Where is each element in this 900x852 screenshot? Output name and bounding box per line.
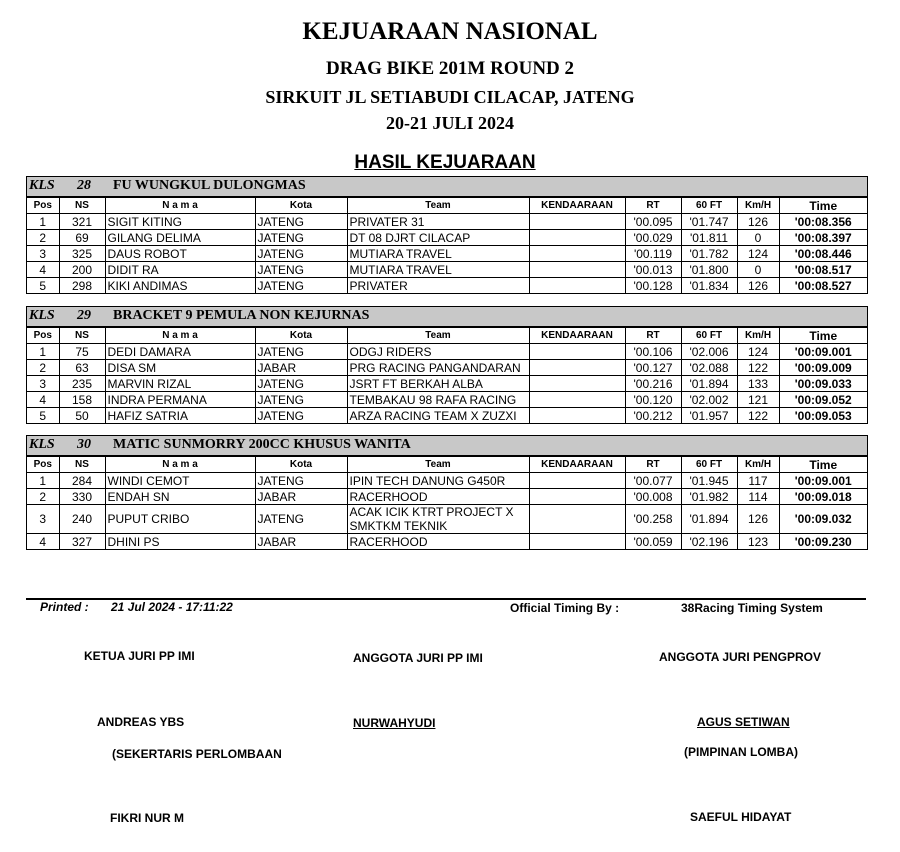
column-header-kendaraan: KENDAARAAN (529, 457, 625, 473)
cell-position: 4 (27, 262, 59, 278)
cell-rider-name: MARVIN RIZAL (105, 376, 255, 392)
cell-rider-name: WINDI CEMOT (105, 473, 255, 489)
cell-team: PRIVATER 31 (347, 214, 529, 230)
printed-label: Printed : (40, 600, 89, 614)
cell-vehicle (529, 473, 625, 489)
cell-reaction-time: '00.119 (625, 246, 681, 262)
table-row (27, 534, 867, 550)
cell-reaction-time: '00.059 (625, 534, 681, 550)
cell-city: JATENG (255, 376, 347, 392)
cell-number: 75 (59, 344, 105, 360)
table-row (27, 473, 867, 489)
column-header-kmh: Km/H (737, 198, 779, 214)
timing-label: Official Timing By : (510, 601, 620, 615)
cell-finish-time: '00:08.517 (779, 262, 867, 278)
cell-finish-time: '00:09.053 (779, 408, 867, 424)
column-header-60ft: 60 FT (681, 198, 737, 214)
cell-position: 1 (27, 214, 59, 230)
cell-rider-name: HAFIZ SATRIA (105, 408, 255, 424)
signature-role-anggota-juri-pengprov: ANGGOTA JURI PENGPROV (659, 650, 822, 664)
cell-number: 284 (59, 473, 105, 489)
class-table-30 (26, 435, 868, 550)
cell-number: 69 (59, 230, 105, 246)
class-header (27, 307, 867, 327)
cell-speed: 124 (737, 246, 779, 262)
cell-reaction-time: '00.095 (625, 214, 681, 230)
cell-speed: 0 (737, 262, 779, 278)
class-label: KLS (29, 437, 55, 452)
cell-vehicle (529, 278, 625, 294)
class-number: 29 (77, 308, 91, 323)
cell-finish-time: '00:08.446 (779, 246, 867, 262)
cell-position: 2 (27, 230, 59, 246)
class-name: FU WUNGKUL DULONGMAS (113, 178, 306, 193)
column-header-row (27, 328, 867, 344)
class-table-28 (26, 176, 868, 294)
cell-team: ARZA RACING TEAM X ZUZXI (347, 408, 529, 424)
column-header-rt: RT (625, 198, 681, 214)
column-header-ns: NS (59, 198, 105, 214)
cell-sixty-ft: '01.894 (681, 376, 737, 392)
class-number: 28 (77, 178, 91, 193)
cell-reaction-time: '00.216 (625, 376, 681, 392)
cell-rider-name: GILANG DELIMA (105, 230, 255, 246)
cell-reaction-time: '00.120 (625, 392, 681, 408)
cell-finish-time: '00:09.018 (779, 489, 867, 505)
cell-number: 325 (59, 246, 105, 262)
cell-vehicle (529, 489, 625, 505)
column-header-kendaraan: KENDAARAAN (529, 328, 625, 344)
cell-team: PRIVATER (347, 278, 529, 294)
column-header-team: Team (347, 198, 529, 214)
cell-speed: 114 (737, 489, 779, 505)
cell-team: MUTIARA TRAVEL (347, 262, 529, 278)
cell-speed: 121 (737, 392, 779, 408)
column-header-kota: Kota (255, 328, 347, 344)
cell-finish-time: '00:09.032 (779, 505, 867, 534)
cell-finish-time: '00:09.001 (779, 344, 867, 360)
cell-rider-name: KIKI ANDIMAS (105, 278, 255, 294)
cell-vehicle (529, 214, 625, 230)
cell-vehicle (529, 505, 625, 534)
cell-reaction-time: '00.258 (625, 505, 681, 534)
cell-finish-time: '00:08.527 (779, 278, 867, 294)
cell-rider-name: DAUS ROBOT (105, 246, 255, 262)
signature-name-nurwahyudi: NURWAHYUDI (353, 716, 436, 730)
cell-speed: 0 (737, 230, 779, 246)
cell-speed: 122 (737, 360, 779, 376)
cell-position: 3 (27, 505, 59, 534)
cell-rider-name: ENDAH SN (105, 489, 255, 505)
results-table (27, 327, 867, 423)
cell-number: 298 (59, 278, 105, 294)
cell-finish-time: '00:09.230 (779, 534, 867, 550)
column-header-nama: N a m a (105, 328, 255, 344)
cell-city: JATENG (255, 344, 347, 360)
cell-number: 200 (59, 262, 105, 278)
cell-reaction-time: '00.029 (625, 230, 681, 246)
table-row (27, 246, 867, 262)
cell-vehicle (529, 230, 625, 246)
cell-number: 50 (59, 408, 105, 424)
signature-name-andreas: ANDREAS YBS (97, 715, 185, 729)
cell-city: JATENG (255, 278, 347, 294)
cell-city: JATENG (255, 408, 347, 424)
cell-sixty-ft: '01.894 (681, 505, 737, 534)
cell-vehicle (529, 262, 625, 278)
event-date: 20-21 JULI 2024 (385, 113, 514, 133)
cell-reaction-time: '00.077 (625, 473, 681, 489)
table-row (27, 262, 867, 278)
class-header (27, 177, 867, 197)
signature-role-anggota-juri-pp: ANGGOTA JURI PP IMI (353, 651, 483, 665)
class-name: MATIC SUNMORRY 200CC KHUSUS WANITA (113, 437, 411, 452)
column-header-time: Time (779, 457, 867, 473)
cell-rider-name: DISA SM (105, 360, 255, 376)
cell-team: IPIN TECH DANUNG G450R (347, 473, 529, 489)
signature-name-fikri: FIKRI NUR M (110, 811, 184, 825)
cell-vehicle (529, 534, 625, 550)
timing-system: 38Racing Timing System (681, 601, 823, 615)
cell-reaction-time: '00.008 (625, 489, 681, 505)
cell-vehicle (529, 408, 625, 424)
cell-reaction-time: '00.127 (625, 360, 681, 376)
cell-number: 240 (59, 505, 105, 534)
column-header-kendaraan: KENDAARAAN (529, 198, 625, 214)
cell-speed: 124 (737, 344, 779, 360)
cell-position: 4 (27, 534, 59, 550)
cell-position: 3 (27, 376, 59, 392)
cell-reaction-time: '00.106 (625, 344, 681, 360)
class-table-29 (26, 306, 868, 424)
cell-team: DT 08 DJRT CILACAP (347, 230, 529, 246)
cell-finish-time: '00:09.001 (779, 473, 867, 489)
cell-rider-name: DIDIT RA (105, 262, 255, 278)
signature-role-pimpinan: (PIMPINAN LOMBA) (684, 745, 798, 759)
table-row (27, 360, 867, 376)
cell-sixty-ft: '01.982 (681, 489, 737, 505)
cell-position: 1 (27, 344, 59, 360)
cell-position: 1 (27, 473, 59, 489)
column-header-pos: Pos (27, 328, 59, 344)
cell-vehicle (529, 344, 625, 360)
cell-speed: 122 (737, 408, 779, 424)
cell-team: ACAK ICIK KTRT PROJECT X SMKTKM TEKNIK (347, 505, 529, 534)
column-header-pos: Pos (27, 457, 59, 473)
table-row (27, 214, 867, 230)
cell-team: MUTIARA TRAVEL (347, 246, 529, 262)
table-row (27, 278, 867, 294)
column-header-team: Team (347, 457, 529, 473)
venue: SIRKUIT JL SETIABUDI CILACAP, JATENG (265, 87, 635, 107)
cell-city: JABAR (255, 360, 347, 376)
cell-rider-name: DHINI PS (105, 534, 255, 550)
class-header (27, 436, 867, 456)
column-header-team: Team (347, 328, 529, 344)
column-header-kmh: Km/H (737, 328, 779, 344)
table-row (27, 489, 867, 505)
column-header-kmh: Km/H (737, 457, 779, 473)
signature-role-sekertaris: (SEKERTARIS PERLOMBAAN (112, 747, 282, 761)
table-row (27, 392, 867, 408)
cell-position: 4 (27, 392, 59, 408)
class-label: KLS (29, 178, 55, 193)
cell-team: ODGJ RIDERS (347, 344, 529, 360)
cell-city: JATENG (255, 246, 347, 262)
cell-sixty-ft: '01.800 (681, 262, 737, 278)
cell-finish-time: '00:09.052 (779, 392, 867, 408)
column-header-60ft: 60 FT (681, 457, 737, 473)
cell-team: TEMBAKAU 98 RAFA RACING (347, 392, 529, 408)
cell-sixty-ft: '01.747 (681, 214, 737, 230)
column-header-nama: N a m a (105, 457, 255, 473)
class-label: KLS (29, 308, 55, 323)
column-header-row (27, 457, 867, 473)
column-header-rt: RT (625, 457, 681, 473)
cell-vehicle (529, 360, 625, 376)
cell-number: 327 (59, 534, 105, 550)
cell-finish-time: '00:08.397 (779, 230, 867, 246)
cell-speed: 133 (737, 376, 779, 392)
cell-sixty-ft: '01.811 (681, 230, 737, 246)
column-header-pos: Pos (27, 198, 59, 214)
signature-name-saeful: SAEFUL HIDAYAT (690, 810, 792, 824)
cell-rider-name: PUPUT CRIBO (105, 505, 255, 534)
cell-reaction-time: '00.128 (625, 278, 681, 294)
results-table (27, 197, 867, 293)
cell-position: 3 (27, 246, 59, 262)
cell-speed: 126 (737, 278, 779, 294)
cell-city: JATENG (255, 392, 347, 408)
cell-number: 63 (59, 360, 105, 376)
cell-city: JATENG (255, 262, 347, 278)
cell-vehicle (529, 392, 625, 408)
signature-name-agus: AGUS SETIWAN (697, 715, 790, 729)
signature-role-ketua-juri: KETUA JURI PP IMI (84, 649, 195, 663)
cell-sixty-ft: '01.782 (681, 246, 737, 262)
cell-rider-name: INDRA PERMANA (105, 392, 255, 408)
cell-vehicle (529, 376, 625, 392)
cell-speed: 126 (737, 214, 779, 230)
cell-speed: 117 (737, 473, 779, 489)
cell-speed: 123 (737, 534, 779, 550)
cell-sixty-ft: '02.002 (681, 392, 737, 408)
cell-sixty-ft: '01.945 (681, 473, 737, 489)
column-header-time: Time (779, 198, 867, 214)
printed-timestamp: 21 Jul 2024 - 17:11:22 (111, 600, 233, 614)
table-row (27, 408, 867, 424)
cell-number: 330 (59, 489, 105, 505)
cell-finish-time: '00:09.033 (779, 376, 867, 392)
cell-reaction-time: '00.013 (625, 262, 681, 278)
results-table (27, 456, 867, 549)
cell-city: JATENG (255, 505, 347, 534)
cell-position: 5 (27, 408, 59, 424)
cell-sixty-ft: '01.834 (681, 278, 737, 294)
cell-team: JSRT FT BERKAH ALBA (347, 376, 529, 392)
event-name: DRAG BIKE 201M ROUND 2 (325, 58, 575, 79)
column-header-rt: RT (625, 328, 681, 344)
championship-title: KEJUARAAN NASIONAL (302, 18, 598, 45)
class-name: BRACKET 9 PEMULA NON KEJURNAS (113, 308, 370, 323)
table-row (27, 376, 867, 392)
cell-sixty-ft: '01.957 (681, 408, 737, 424)
cell-city: JATENG (255, 214, 347, 230)
class-number: 30 (77, 437, 91, 452)
cell-team: RACERHOOD (347, 489, 529, 505)
column-header-time: Time (779, 328, 867, 344)
cell-team: RACERHOOD (347, 534, 529, 550)
column-header-nama: N a m a (105, 198, 255, 214)
column-header-kota: Kota (255, 198, 347, 214)
cell-speed: 126 (737, 505, 779, 534)
cell-sixty-ft: '02.088 (681, 360, 737, 376)
table-row (27, 505, 867, 534)
table-row (27, 230, 867, 246)
column-header-row (27, 198, 867, 214)
cell-team: PRG RACING PANGANDARAN (347, 360, 529, 376)
cell-number: 158 (59, 392, 105, 408)
cell-number: 321 (59, 214, 105, 230)
cell-city: JABAR (255, 489, 347, 505)
table-row (27, 344, 867, 360)
cell-position: 5 (27, 278, 59, 294)
cell-sixty-ft: '02.196 (681, 534, 737, 550)
cell-finish-time: '00:08.356 (779, 214, 867, 230)
cell-sixty-ft: '02.006 (681, 344, 737, 360)
cell-vehicle (529, 246, 625, 262)
column-header-60ft: 60 FT (681, 328, 737, 344)
results-heading: HASIL KEJUARAAN (354, 152, 536, 173)
cell-finish-time: '00:09.009 (779, 360, 867, 376)
column-header-kota: Kota (255, 457, 347, 473)
cell-city: JATENG (255, 230, 347, 246)
cell-rider-name: DEDI DAMARA (105, 344, 255, 360)
column-header-ns: NS (59, 457, 105, 473)
cell-city: JABAR (255, 534, 347, 550)
cell-position: 2 (27, 489, 59, 505)
cell-rider-name: SIGIT KITING (105, 214, 255, 230)
cell-position: 2 (27, 360, 59, 376)
cell-number: 235 (59, 376, 105, 392)
column-header-ns: NS (59, 328, 105, 344)
cell-city: JATENG (255, 473, 347, 489)
cell-reaction-time: '00.212 (625, 408, 681, 424)
